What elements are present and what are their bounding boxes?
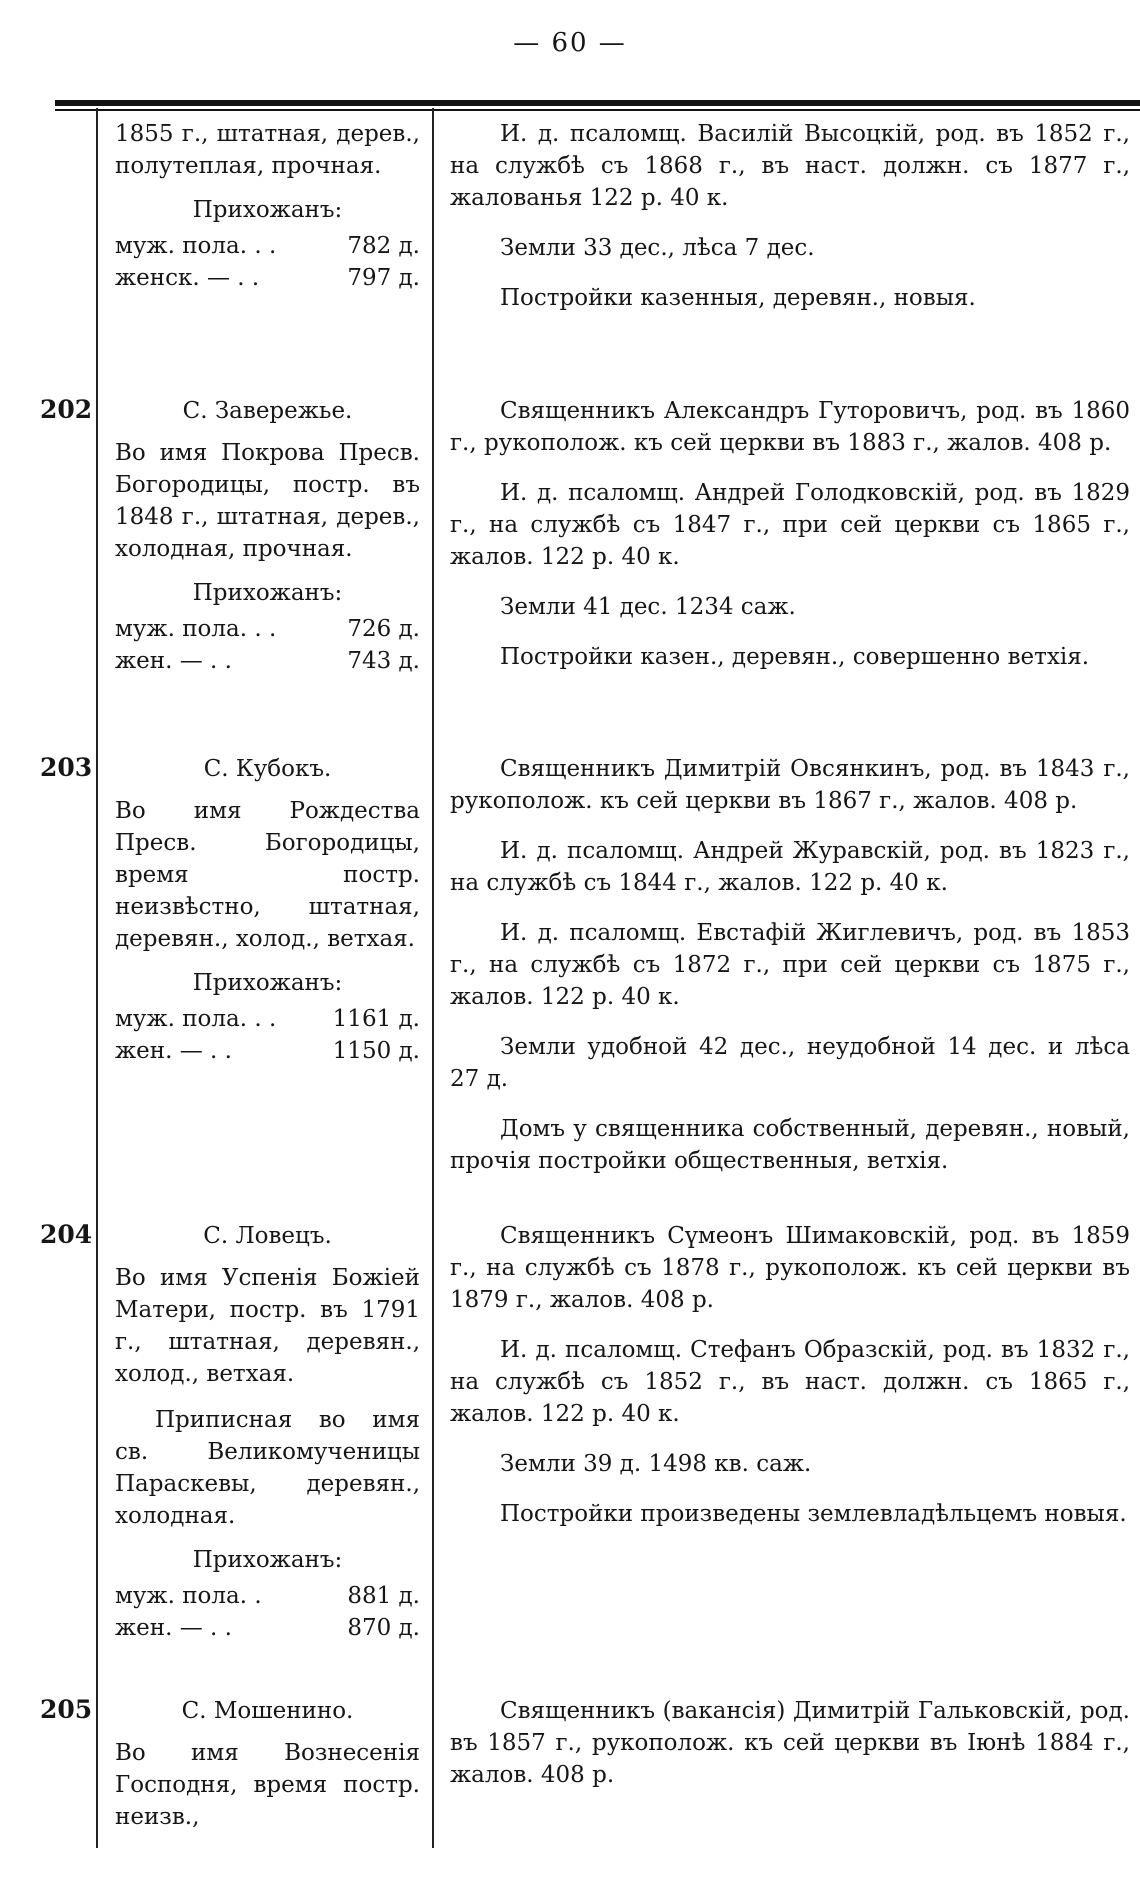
village-name: С. Ловецъ.	[203, 1223, 332, 1249]
clergy-paragraph: Домъ у священника собственный, деревян., новый, прочія постройки общественныя, ветхія.	[450, 1116, 1130, 1174]
parish-label: Прихожанъ:	[192, 970, 343, 996]
church-info	[115, 753, 420, 1067]
women-count	[115, 645, 420, 677]
clergy-paragraph: Земли 39 д. 1498 кв. саж.	[500, 1451, 812, 1477]
entry-number: 205	[40, 1695, 93, 1724]
clergy-paragraph: Земли 41 дес. 1234 саж.	[500, 594, 796, 620]
column-divider-left	[96, 108, 98, 1848]
church-description: Во имя Покрова Пресв. Богородицы, постр. въ 1848 г., штатная, дерев., холодная, прочная.	[115, 440, 420, 562]
women-value: 743 д.	[347, 648, 420, 674]
village-name: С. Кубокъ.	[203, 756, 332, 782]
clergy-paragraph: Постройки казен., деревян., совершенно ветхія.	[500, 644, 1090, 670]
women-label: жен. — . .	[115, 648, 232, 674]
church-info	[115, 1220, 420, 1644]
parish-label: Прихожанъ:	[192, 580, 343, 606]
men-count	[115, 1003, 420, 1035]
men-label: муж. пола. . .	[115, 1006, 277, 1032]
parish-label: Прихожанъ:	[192, 1547, 343, 1573]
women-label: жен. — . .	[115, 1615, 232, 1641]
women-count	[115, 1035, 420, 1067]
men-value: 1161 д.	[332, 1006, 420, 1032]
clergy-paragraph: Постройки произведены землевладѣльцемъ новыя.	[500, 1501, 1127, 1527]
women-count	[115, 1612, 420, 1644]
clergy-paragraph: И. д. псаломщ. Андрей Голодковскій, род. въ 1829 г., на службѣ съ 1847 г., при сей церкви съ 1865 г., жалов. 122 р. 40 к.	[450, 480, 1130, 570]
clergy-info	[450, 395, 1130, 691]
men-count	[115, 1580, 420, 1612]
entry-number: 203	[40, 753, 93, 782]
church-info	[115, 1695, 420, 1833]
clergy-paragraph: Священникъ Александръ Гуторовичъ, род. въ 1860 г., рукополож. къ сей церкви въ 1883 г., жалов. 408 р.	[450, 398, 1130, 456]
parish-label: Прихожанъ:	[192, 197, 343, 223]
women-value: 1150 д.	[332, 1038, 420, 1064]
page-number: — 60 —	[513, 28, 627, 58]
clergy-info	[450, 1220, 1130, 1548]
men-label: муж. пола. . .	[115, 233, 277, 259]
women-label: жен. — . .	[115, 1038, 232, 1064]
header-rule-thin	[55, 109, 1140, 111]
clergy-info	[450, 1695, 1130, 1809]
clergy-paragraph: И. д. псаломщ. Василій Высоцкій, род. въ 1852 г., на службѣ съ 1868 г., въ наст. должн. съ 1877 г., жалованья 122 р. 40 к.	[450, 121, 1130, 211]
clergy-paragraph: И. д. псаломщ. Андрей Журавскій, род. въ 1823 г., на службѣ съ 1844 г., жалов. 122 р. 40 к.	[450, 838, 1130, 896]
church-description: 1855 г., штатная, дерев., полутеплая, прочная.	[115, 121, 420, 179]
clergy-paragraph: И. д. псаломщ. Евстафій Жиглевичъ, род. въ 1853 г., на службѣ съ 1872 г., при сей церкви съ 1875 г., жалов. 122 р. 40 к.	[450, 920, 1130, 1010]
church-info	[115, 118, 420, 294]
clergy-info	[450, 118, 1130, 332]
header-rule	[55, 100, 1140, 106]
men-count	[115, 230, 420, 262]
women-count	[115, 262, 420, 294]
church-info	[115, 395, 420, 677]
clergy-info	[450, 753, 1130, 1195]
women-value: 797 д.	[347, 265, 420, 291]
church-description: Во имя Успенія Божіей Матери, постр. въ 1791 г., штатная, деревян., холод., ветхая.	[115, 1265, 420, 1387]
entry-number: 202	[40, 395, 93, 424]
village-name: С. Завережье.	[182, 398, 353, 424]
church-description: Во имя Вознесенія Господня, время постр. неизв.,	[115, 1740, 420, 1830]
men-value: 881 д.	[347, 1583, 420, 1609]
church-description: Во имя Рождества Пресв. Богородицы, время постр. неизвѣстно, штатная, деревян., холод., ветхая.	[115, 798, 420, 952]
men-label: муж. пола. .	[115, 1583, 262, 1609]
village-name: С. Мошенино.	[181, 1698, 354, 1724]
column-divider-right	[432, 108, 434, 1848]
clergy-paragraph: Священникъ (вакансія) Димитрій Гальковскій, род. въ 1857 г., рукополож. къ сей церкви въ Іюнѣ 1884 г., жалов. 408 р.	[450, 1698, 1130, 1788]
men-value: 726 д.	[347, 616, 420, 642]
women-label: женск. — . .	[115, 265, 260, 291]
men-value: 782 д.	[347, 233, 420, 259]
women-value: 870 д.	[347, 1615, 420, 1641]
men-label: муж. пола. . .	[115, 616, 277, 642]
men-count	[115, 613, 420, 645]
clergy-paragraph: Священникъ Димитрій Овсянкинъ, род. въ 1843 г., рукополож. къ сей церкви въ 1867 г., жалов. 408 р.	[450, 756, 1130, 814]
clergy-paragraph: Священникъ Сүмеонъ Шимаковскій, род. въ 1859 г., на службѣ съ 1878 г., рукополож. къ сей церкви въ 1879 г., жалов. 408 р.	[450, 1223, 1130, 1313]
attached-church: Приписная во имя св. Великомученицы Параскевы, деревян., холодная.	[115, 1407, 420, 1529]
clergy-paragraph: Постройки казенныя, деревян., новыя.	[500, 285, 976, 311]
clergy-paragraph: Земли 33 дес., лѣса 7 дес.	[500, 235, 815, 261]
clergy-paragraph: Земли удобной 42 дес., неудобной 14 дес. и лѣса 27 д.	[450, 1034, 1130, 1092]
entry-number: 204	[40, 1220, 93, 1249]
clergy-paragraph: И. д. псаломщ. Стефанъ Образскій, род. въ 1832 г., на службѣ съ 1852 г., въ наст. должн. съ 1865 г., жалов. 122 р. 40 к.	[450, 1337, 1130, 1427]
